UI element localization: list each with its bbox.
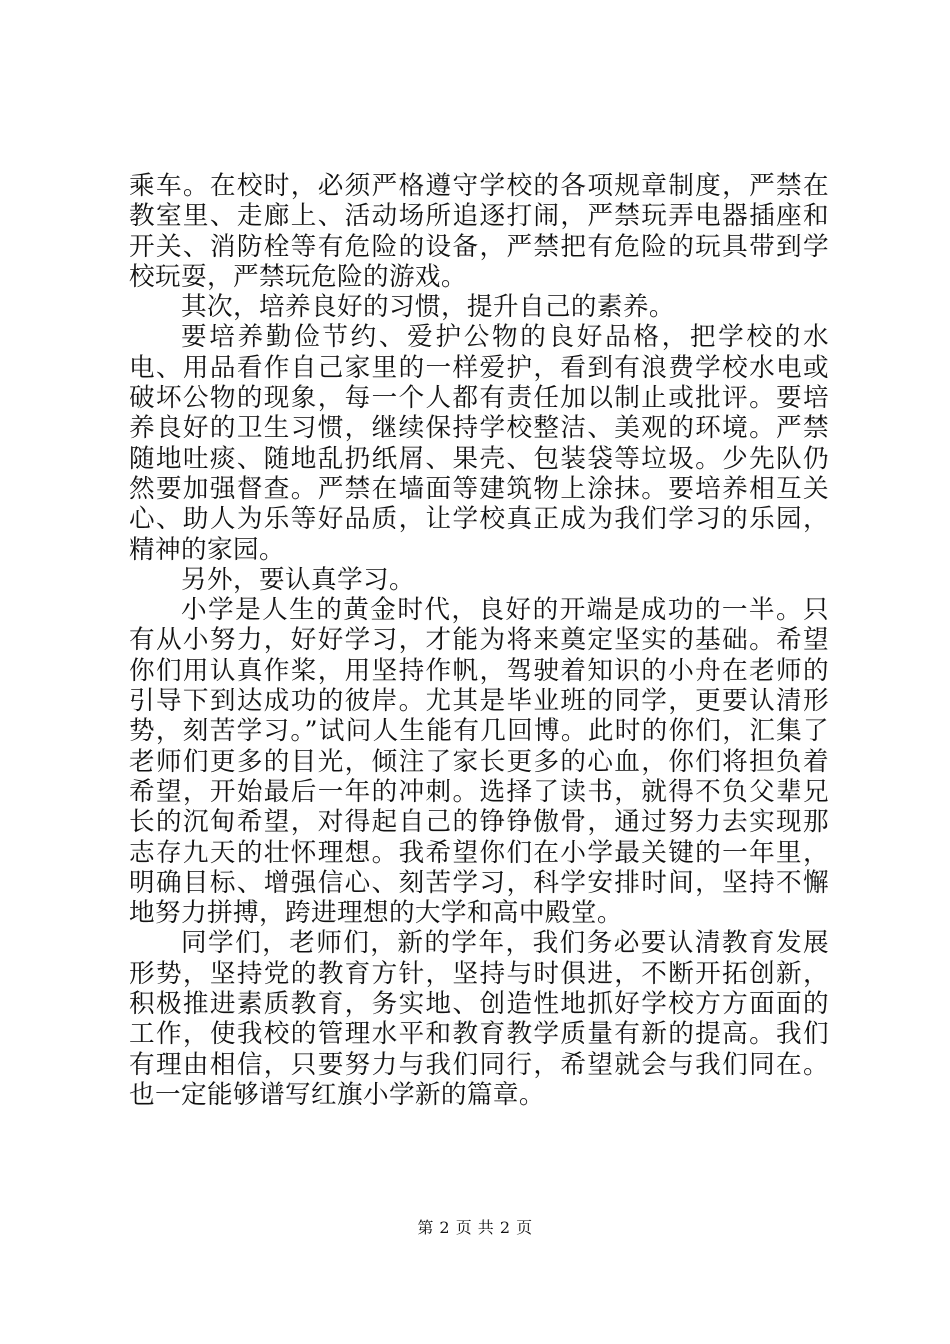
- paragraph-4: 另外，要认真学习。: [181, 564, 415, 595]
- paragraph-6: 同学们，老师们，新的学年，我们务必要认清教育发展形势，坚持党的教育方针，坚持与时俱进，不断开拓创新，积极推进素质教育，务实地、创造性地抓好学校方方面面的工作，使我校的管理水平和教育教学质量有新的提高。我们有理由相信，只要努力与我们同行，希望就会与我们同在。也一定能够谱写红旗小学新的篇章。: [129, 928, 829, 1110]
- paragraph-1: 乘车。在校时，必须严格遵守学校的各项规章制度，严禁在教室里、走廊上、活动场所追逐打闹，严禁玩弄电器插座和开关、消防栓等有危险的设备，严禁把有危险的玩具带到学校玩耍，严禁玩危险的游戏。: [129, 171, 829, 292]
- page-footer: 第 2 页 共 2 页: [417, 1218, 533, 1237]
- paragraph-5: 小学是人生的黄金时代，良好的开端是成功的一半。只有从小努力，好好学习，才能为将来奠定坚实的基础。希望你们用认真作桨，用坚持作帆，驾驶着知识的小舟在老师的引导下到达成功的彼岸。尤其是毕业班的同学，更要认清形势，刻苦学习。”试问人生能有几回博。此时的你们，汇集了老师们更多的目光，倾注了家长更多的心血，你们将担负着希望，开始最后一年的冲刺。选择了读书，就得不负父辈兄长的沉甸希望，对得起自己的铮铮傲骨，通过努力去实现那志存九天的壮怀理想。我希望你们在小学最关键的一年里，明确目标、增强信心、刻苦学习，科学安排时间，坚持不懈地努力拼搏，跨进理想的大学和高中殿堂。: [129, 595, 829, 929]
- paragraph-2: 其次，培养良好的习惯，提升自己的素养。: [181, 292, 675, 323]
- paragraph-3: 要培养勤俭节约、爱护公物的良好品格，把学校的水电、用品看作自己家里的一样爱护，看到有浪费学校水电或破坏公物的现象，每一个人都有责任加以制止或批评。要培养良好的卫生习惯，继续保持学校整洁、美观的环境。严禁随地吐痰、随地乱扔纸屑、果壳、包装袋等垃圾。少先队仍然要加强督查。严禁在墙面等建筑物上涂抹。要培养相互关心、助人为乐等好品质，让学校真正成为我们学习的乐园，精神的家园。: [129, 322, 829, 565]
- document-body: [129, 171, 829, 1110]
